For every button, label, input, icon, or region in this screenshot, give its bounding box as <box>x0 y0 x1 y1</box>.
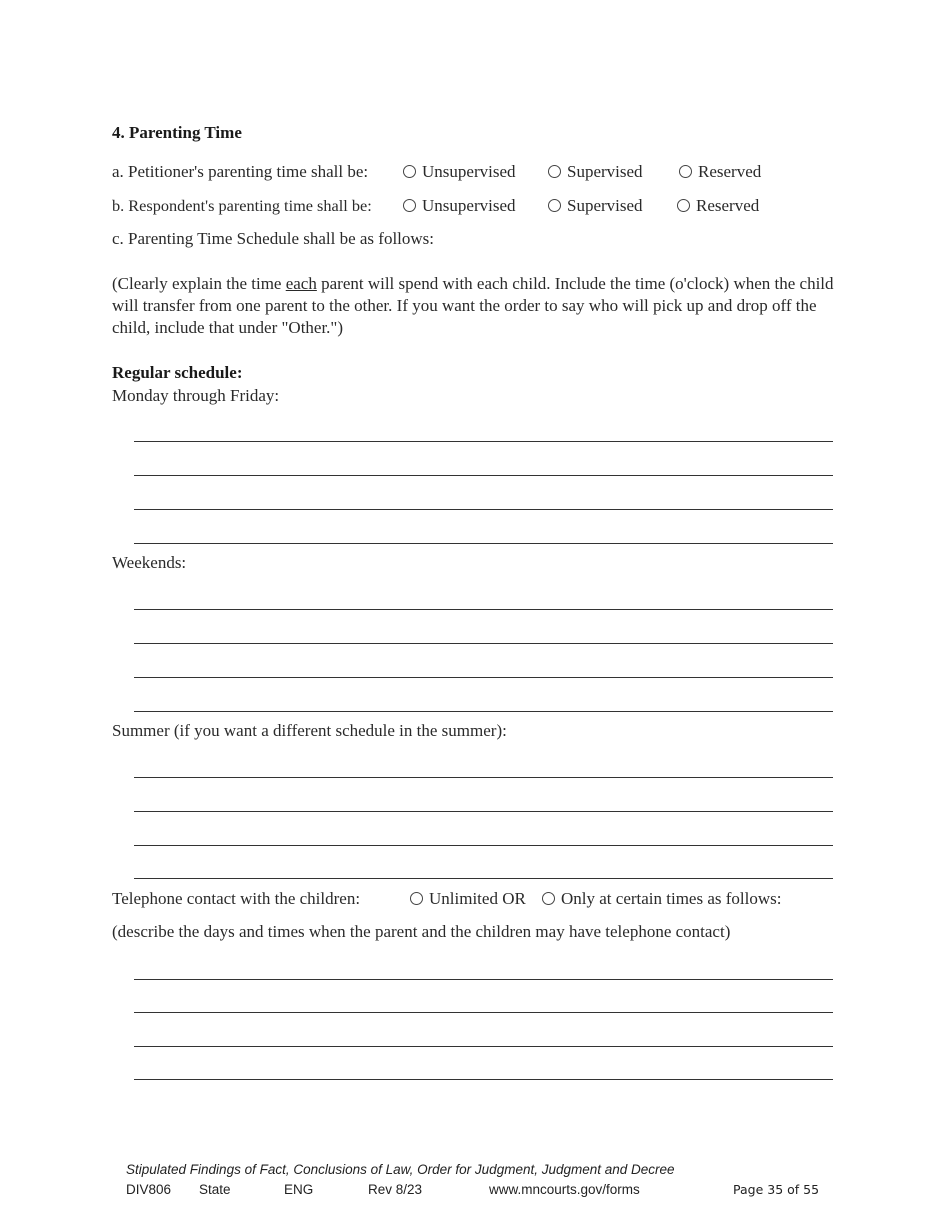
footer-jurisdiction: State <box>199 1182 231 1197</box>
weekday-line-1[interactable] <box>134 441 833 442</box>
regular-schedule-heading: Regular schedule: <box>112 363 243 382</box>
telephone-option-certain-times[interactable]: Only at certain times as follows: <box>542 889 781 909</box>
summer-line-3[interactable] <box>134 845 833 846</box>
footer-form-title: Stipulated Findings of Fact, Conclusions of Law, Order for Judgment, Judgment and Decree <box>126 1162 675 1177</box>
weekend-line-2[interactable] <box>134 643 833 644</box>
petitioner-option-supervised[interactable]: Supervised <box>548 162 643 182</box>
section-title: 4. Parenting Time <box>112 123 242 142</box>
telephone-line-1[interactable] <box>134 979 833 980</box>
radio-button-icon[interactable] <box>677 199 690 212</box>
summer-line-2[interactable] <box>134 811 833 812</box>
weekday-line-3[interactable] <box>134 509 833 510</box>
schedule-label: c. Parenting Time Schedule shall be as follows: <box>112 229 435 248</box>
weekend-line-3[interactable] <box>134 677 833 678</box>
weekday-line-4[interactable] <box>134 543 833 544</box>
respondent-parenting-label: b. Respondent's parenting time shall be: <box>112 196 372 215</box>
footer-language: ENG <box>284 1182 314 1197</box>
footer-website-link[interactable]: www.mncourts.gov/forms <box>489 1182 640 1197</box>
radio-button-icon[interactable] <box>548 199 561 212</box>
respondent-option-unsupervised[interactable]: Unsupervised <box>403 196 515 216</box>
petitioner-parenting-label: a. Petitioner's parenting time shall be: <box>112 162 369 181</box>
weekend-line-4[interactable] <box>134 711 833 712</box>
footer-revision: Rev 8/23 <box>368 1182 423 1197</box>
summer-label: Summer (if you want a different schedule in the summer): <box>112 721 507 740</box>
radio-button-icon[interactable] <box>542 892 555 905</box>
petitioner-option-reserved[interactable]: Reserved <box>679 162 761 182</box>
weekday-label: Monday through Friday: <box>112 386 280 405</box>
footer-page-number: Page 35 of 55 <box>733 1182 820 1197</box>
telephone-note: (describe the days and times when the parent and the children may have telephone contact) <box>112 922 731 941</box>
radio-button-icon[interactable] <box>679 165 692 178</box>
weekend-label: Weekends: <box>112 553 187 572</box>
telephone-line-3[interactable] <box>134 1046 833 1047</box>
summer-line-4[interactable] <box>134 878 833 879</box>
telephone-option-unlimited[interactable]: Unlimited OR <box>410 889 526 909</box>
radio-button-icon[interactable] <box>548 165 561 178</box>
telephone-label: Telephone contact with the children: <box>112 889 361 908</box>
telephone-line-2[interactable] <box>134 1012 833 1013</box>
weekend-line-1[interactable] <box>134 609 833 610</box>
weekday-line-2[interactable] <box>134 475 833 476</box>
respondent-option-supervised[interactable]: Supervised <box>548 196 643 216</box>
respondent-option-reserved[interactable]: Reserved <box>677 196 759 216</box>
radio-button-icon[interactable] <box>410 892 423 905</box>
telephone-line-4[interactable] <box>134 1079 833 1080</box>
radio-button-icon[interactable] <box>403 165 416 178</box>
schedule-instructions: (Clearly explain the time each parent will spend with each child. Include the time (o'clock) when the child will transfer from one parent to the other. If you want the order to say who will pick up and drop off the child, include that under "Other.") <box>112 274 834 337</box>
radio-button-icon[interactable] <box>403 199 416 212</box>
petitioner-option-unsupervised[interactable]: Unsupervised <box>403 162 515 182</box>
footer-form-id: DIV806 <box>126 1182 172 1197</box>
summer-line-1[interactable] <box>134 777 833 778</box>
